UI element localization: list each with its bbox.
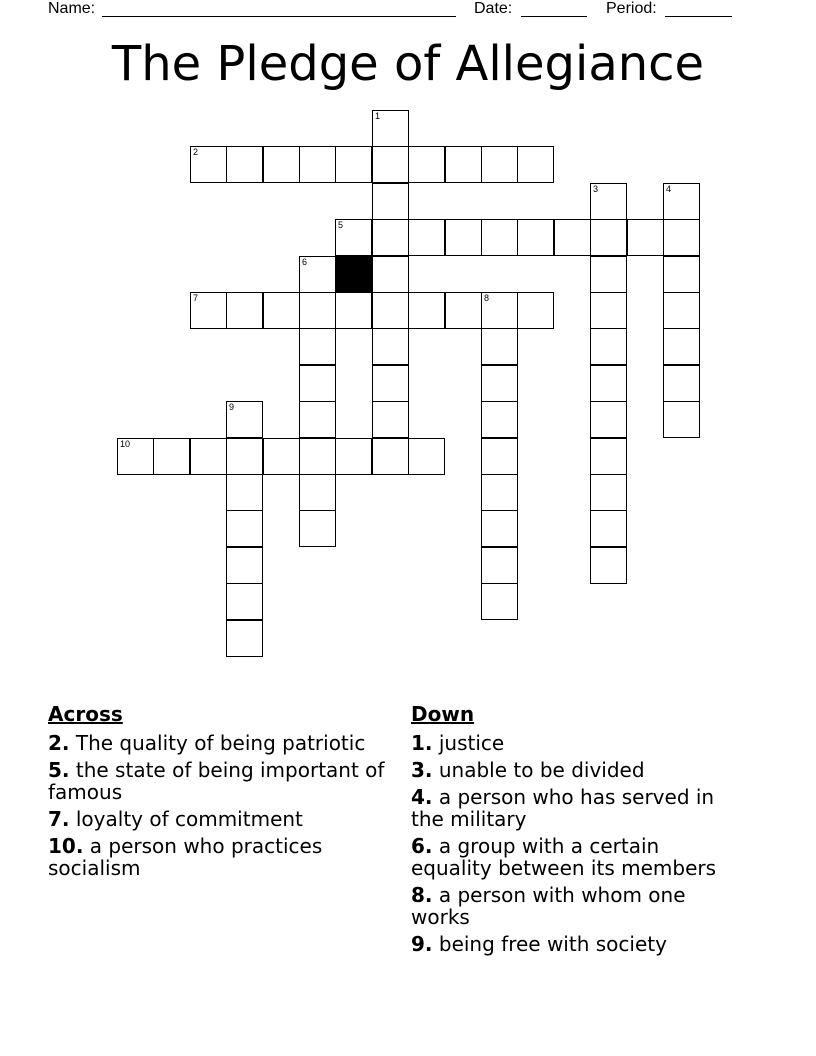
grid-cell[interactable] [481, 510, 518, 547]
grid-cell[interactable] [226, 583, 263, 620]
grid-cell[interactable] [299, 328, 336, 365]
grid-cell[interactable] [663, 365, 700, 402]
grid-cell[interactable] [117, 438, 154, 475]
grid-cell[interactable] [190, 438, 227, 475]
grid-cell[interactable] [481, 292, 518, 329]
clue-text: loyalty of commitment [75, 807, 303, 831]
grid-cell[interactable] [663, 401, 700, 438]
grid-cell[interactable] [226, 438, 263, 475]
grid-cell[interactable] [590, 292, 627, 329]
grid-cell[interactable] [335, 146, 372, 183]
grid-cell[interactable] [408, 146, 445, 183]
grid-cell[interactable] [226, 292, 263, 329]
clue-item [411, 786, 741, 830]
grid-cell[interactable] [372, 110, 409, 147]
grid-cell[interactable] [481, 474, 518, 511]
clue-item [48, 759, 393, 803]
black-cell [335, 256, 372, 293]
grid-cell[interactable] [372, 146, 409, 183]
grid-cell[interactable] [153, 438, 190, 475]
clue-text: being free with society [438, 932, 667, 956]
grid-cell[interactable] [263, 146, 300, 183]
grid-cell[interactable] [590, 547, 627, 584]
grid-cell[interactable] [335, 438, 372, 475]
clue-number: 2. [48, 731, 70, 755]
clue-number: 9. [411, 932, 433, 956]
grid-cell[interactable] [590, 183, 627, 220]
grid-cell[interactable] [590, 328, 627, 365]
cell-number: 4 [666, 184, 672, 194]
grid-cell[interactable] [590, 401, 627, 438]
grid-cell[interactable] [445, 219, 482, 256]
grid-cell[interactable] [445, 292, 482, 329]
clue-item [411, 732, 741, 754]
grid-cell[interactable] [190, 146, 227, 183]
grid-cell[interactable] [663, 292, 700, 329]
grid-cell[interactable] [226, 474, 263, 511]
cell-number: 9 [229, 402, 235, 412]
grid-cell[interactable] [226, 620, 263, 657]
grid-cell[interactable] [481, 365, 518, 402]
grid-cell[interactable] [627, 219, 664, 256]
grid-cell[interactable] [263, 438, 300, 475]
grid-cell[interactable] [263, 292, 300, 329]
grid-cell[interactable] [590, 365, 627, 402]
grid-cell[interactable] [663, 256, 700, 293]
clue-text: a group with a certain equality between its members [411, 834, 717, 880]
grid-cell[interactable] [481, 146, 518, 183]
grid-cell[interactable] [554, 219, 591, 256]
grid-cell[interactable] [590, 510, 627, 547]
cell-number: 6 [302, 257, 308, 267]
grid-cell[interactable] [590, 474, 627, 511]
clue-text: a person who has served in the military [411, 785, 715, 831]
clue-text: a person with whom one works [411, 883, 686, 929]
cell-number: 10 [120, 439, 131, 449]
grid-cell[interactable] [408, 219, 445, 256]
cell-number: 2 [193, 147, 199, 157]
clue-number: 7. [48, 807, 70, 831]
clue-item [48, 808, 393, 830]
grid-cell[interactable] [408, 438, 445, 475]
across-clues [48, 702, 393, 884]
clue-text: unable to be divided [438, 758, 645, 782]
grid-cell[interactable] [663, 328, 700, 365]
name-label: Name: [48, 0, 96, 17]
grid-cell[interactable] [663, 219, 700, 256]
across-heading: Across [48, 702, 123, 726]
clue-number: 5. [48, 758, 70, 782]
cell-number: 7 [193, 293, 199, 303]
grid-cell[interactable] [517, 219, 554, 256]
clue-item [411, 884, 741, 928]
clue-number: 10. [48, 834, 84, 858]
grid-cell[interactable] [299, 365, 336, 402]
down-clues [411, 702, 741, 960]
grid-cell[interactable] [299, 401, 336, 438]
grid-cell[interactable] [299, 438, 336, 475]
grid-cell[interactable] [590, 438, 627, 475]
clue-item [48, 732, 393, 754]
grid-cell[interactable] [335, 292, 372, 329]
grid-cell[interactable] [226, 510, 263, 547]
grid-cell[interactable] [372, 256, 409, 293]
grid-cell[interactable] [335, 219, 372, 256]
grid-cell[interactable] [517, 292, 554, 329]
clue-text: the state of being important of famous [48, 758, 385, 804]
grid-cell[interactable] [299, 510, 336, 547]
grid-cell[interactable] [299, 292, 336, 329]
grid-cell[interactable] [226, 547, 263, 584]
clue-item [411, 933, 741, 955]
cell-number: 1 [375, 111, 381, 121]
clue-text: justice [438, 731, 505, 755]
grid-cell[interactable] [190, 292, 227, 329]
grid-cell[interactable] [372, 183, 409, 220]
grid-cell[interactable] [372, 328, 409, 365]
grid-cell[interactable] [481, 219, 518, 256]
grid-cell[interactable] [408, 292, 445, 329]
grid-cell[interactable] [372, 219, 409, 256]
grid-cell[interactable] [226, 146, 263, 183]
grid-cell[interactable] [226, 401, 263, 438]
clue-number: 8. [411, 883, 433, 907]
grid-cell[interactable] [372, 292, 409, 329]
clue-number: 3. [411, 758, 433, 782]
clue-text: a person who practices socialism [48, 834, 323, 880]
page-title: The Pledge of Allegiance [111, 36, 705, 92]
clue-item [48, 835, 393, 879]
down-heading: Down [411, 702, 475, 726]
grid-cell[interactable] [481, 583, 518, 620]
cell-number: 5 [338, 220, 344, 230]
cell-number: 8 [484, 293, 490, 303]
clue-number: 4. [411, 785, 433, 809]
cell-number: 3 [593, 184, 599, 194]
grid-cell[interactable] [517, 146, 554, 183]
grid-cell[interactable] [590, 219, 627, 256]
grid-cell[interactable] [481, 401, 518, 438]
grid-cell[interactable] [481, 328, 518, 365]
grid-cell[interactable] [481, 547, 518, 584]
clue-item [411, 759, 741, 781]
clue-item [411, 835, 741, 879]
grid-cell[interactable] [372, 438, 409, 475]
grid-cell[interactable] [299, 146, 336, 183]
clue-number: 6. [411, 834, 433, 858]
clue-text: The quality of being patriotic [75, 731, 366, 755]
grid-cell[interactable] [299, 474, 336, 511]
grid-cell[interactable] [372, 365, 409, 402]
grid-cell[interactable] [372, 401, 409, 438]
grid-cell[interactable] [590, 256, 627, 293]
grid-cell[interactable] [663, 183, 700, 220]
grid-cell[interactable] [445, 146, 482, 183]
date-label: Date: [474, 0, 513, 17]
grid-cell[interactable] [481, 438, 518, 475]
period-label: Period: [606, 0, 657, 17]
grid-cell[interactable] [299, 256, 336, 293]
clue-number: 1. [411, 731, 433, 755]
